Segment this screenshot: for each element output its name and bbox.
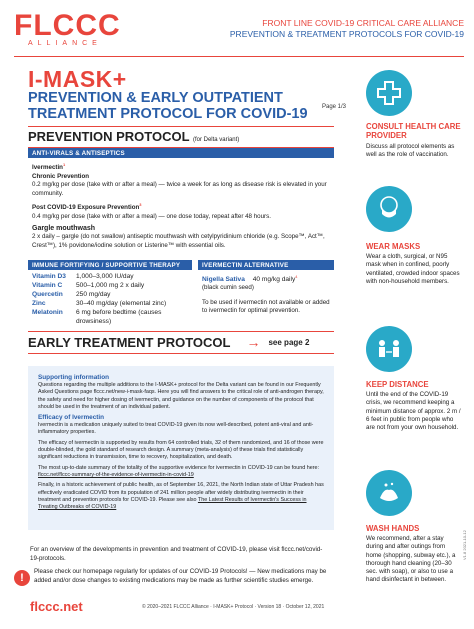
chronic-label: Chronic Prevention: [32, 172, 90, 180]
antivirals-block: [28, 148, 334, 253]
alternative-bar: IVERMECTIN ALTERNATIVE: [198, 260, 334, 270]
immune-bar: IMMUNE FORTIFYING / SUPPORTIVE THERAPY: [28, 260, 192, 270]
org-header: [230, 18, 464, 40]
early-heading: [28, 331, 334, 354]
wash-text: We recommend, after a stay during and after outings from home (shopping, subway etc.), a thorough hand cleaning (20–30 sec. with soap), or also to use a hand disinfectant in between.: [366, 535, 456, 584]
page-title: I-MASK+: [28, 66, 127, 92]
efficacy-p4: Finally, in a historic achievement of public health, as of September 16, 2021, the North Indian state of Uttar Pradesh has effectively eradicated COVID from its population of 241 million people after widely distributing ivermectin in their treatment and prevention protocols for COVID-19. Please see also The Latest Results of Ivermectin's Success in Treating Outbreaks of COVID-19: [38, 482, 324, 511]
immune-dose: 1,000–3,000 IU/day: [76, 273, 134, 280]
immune-dose: 500–1,000 mg 2 x daily: [76, 282, 145, 289]
immune-dose: 250 mg/day: [76, 291, 111, 298]
support-heading: Supporting information: [38, 374, 109, 381]
immune-list: [28, 270, 192, 328]
org-line-1: FRONT LINE COVID-19 CRITICAL CARE ALLIANCE: [262, 18, 464, 28]
prevention-title: PREVENTION PROTOCOL: [28, 129, 190, 144]
immune-row: [32, 272, 188, 281]
sidebar-item-consult: [366, 70, 462, 160]
logo-subtitle: ALLIANCE: [28, 40, 102, 47]
immune-row: [32, 308, 188, 326]
early-see-link[interactable]: see page 2: [268, 337, 310, 347]
distance-title: KEEP DISTANCE: [366, 380, 429, 389]
chronic-text: 0.2 mg/kg per dose (take with or after a meal) — twice a week for as long as disease risk is elevated in your community.: [32, 181, 327, 197]
immune-row: [32, 299, 188, 308]
immune-name: Zinc: [32, 300, 46, 307]
warning-icon: !: [14, 570, 30, 586]
immune-dose: 6 mg before bedtime (causes drowsiness): [76, 309, 162, 325]
alternative-block: [198, 260, 334, 318]
hand-wash-icon: [366, 470, 412, 516]
mask-icon: [366, 186, 412, 232]
medical-cross-icon: [366, 70, 412, 116]
alt-name: Nigella Sativa: [202, 276, 245, 284]
sidebar-item-distance: [366, 326, 462, 432]
prevention-note: (for Delta variant): [192, 137, 240, 143]
ivermectin-label: Ivermectin$^1$: [32, 162, 66, 172]
warning-text: Please check our homepage regularly for updates of our COVID-19 Protocols! — New medications may be added and/or dose changes to existing medications may be made as further scientific studies emerge.: [34, 568, 327, 584]
immune-name: Vitamin C: [32, 282, 63, 289]
efficacy-p2: The efficacy of ivermectin is supported by results from 64 controlled trials, 32 of them randomized, and 16 of those were double-blinded, the gold standard of research design. A summary (meta-analysis) of these trials find statistically significant reductions in transmission, time to recovery, hospitalization, and death.: [38, 439, 324, 461]
masks-title: WEAR MASKS: [366, 242, 421, 251]
footer-site[interactable]: flccc.net: [30, 599, 83, 614]
org-line-2: PREVENTION & TREATMENT PROTOCOLS FOR COVID-19: [229, 29, 464, 39]
efficacy-link-2[interactable]: The Latest Results of Ivermectin's Success in Treating Outbreaks of COVID-19: [38, 496, 307, 511]
immune-dose: 30–40 mg/day (elemental zinc): [76, 300, 167, 307]
efficacy-p3: The most up-to-date summary of the totality of the supportive evidence for ivermectin in COVID-19 can be found here: flccc.net/flccc-summary-of-the-evidence-of-ivermectin-in-covid-19: [38, 464, 320, 478]
gargle-text: 2 x daily – gargle (do not swallow) antiseptic mouthwash with cetylpyridinium chloride (e.g. Scope™, Act™, Crest™), 1% povidone/iodine solution or Listerine™ with essential oils.: [32, 233, 325, 249]
distance-icon: [366, 326, 412, 372]
page-subtitle: PREVENTION & EARLY OUTPATIENT TREATMENT PROTOCOL FOR COVID-19: [28, 90, 308, 122]
sidebar-item-wash: [366, 470, 462, 585]
page-number: Page 1/3: [322, 104, 347, 110]
immune-name: Vitamin D3: [32, 273, 66, 280]
sidebar-item-masks: [366, 186, 462, 286]
immune-block: [28, 260, 192, 328]
immune-name: Quercetin: [32, 291, 63, 298]
alt-dose: 40 mg/kg daily: [252, 276, 296, 284]
footer-copyright: © 2020–2021 FLCCC Alliance · I-MASK+ Protocol · Version 18 · October 12, 2021: [142, 604, 325, 610]
gargle-label: Gargle mouthwash: [32, 224, 96, 232]
alt-note: To be used if ivermectin not available or added to ivermectin for optimal prevention.: [202, 298, 330, 315]
consult-title: CONSULT HEALTH CARE PROVIDER: [366, 122, 461, 140]
postexp-label: Post COVID-19 Exposure Prevention$^3$: [32, 202, 142, 212]
logo: FLCCC: [14, 9, 121, 42]
efficacy-link[interactable]: flccc.net/flccc-summary-of-the-evidence-of-ivermectin-in-covid-19: [38, 471, 194, 478]
masks-text: Wear a cloth, surgical, or N95 mask when in confined, poorly ventilated, crowded indoor spaces with non-household members.: [366, 253, 460, 285]
arrow-right-icon: →: [246, 334, 261, 350]
alt-form: (black cumin seed): [202, 284, 254, 292]
overview-text: For an overview of the developments in prevention and treatment of COVID-19, please visit flccc.net/covid-19-protocols.: [30, 546, 323, 562]
immune-row: [32, 290, 188, 299]
wash-title: WASH HANDS: [366, 524, 420, 533]
notes-box: [28, 366, 334, 530]
immune-row: [32, 281, 188, 290]
efficacy-heading: Efficacy of Ivermectin: [38, 414, 105, 422]
efficacy-p1: Ivermectin is a medication uniquely suited to treat COVID-19 given its now well-described, potent anti-viral and anti-inflammatory properties.: [38, 422, 314, 436]
version-vertical: V1.8 2021-10-12: [462, 530, 467, 560]
immune-name: Melatonin: [32, 309, 63, 316]
postexp-text: 0.4 mg/kg per dose (take with or after a meal) — one dose today, repeat after 48 hours.: [32, 213, 271, 221]
alt-row: Nigella Sativa 40 mg/kg daily$^4$: [202, 274, 298, 284]
prevention-heading: [28, 126, 334, 148]
distance-text: Until the end of the COVID-19 crisis, we recommend keeping a minimum distance of approx. 2 m / 6 feet in public from people who are not from your own household.: [366, 391, 461, 432]
consult-text: Discuss all protocol elements as well as the role of vaccination.: [366, 143, 455, 159]
early-title: EARLY TREATMENT PROTOCOL: [28, 334, 231, 350]
antivirals-bar: ANTI-VIRALS & ANTISEPTICS: [28, 148, 334, 158]
support-text: Questions regarding the multiple additions to the I-MASK+ protocol for the Delta variant can be found in our Frequently Asked Questions page flccc.net/new-i-mask-faqs. Here you will find answers to the critical role of anti-androgen therapy, the safety and need for higher dosing of ivermectin, and guidance on the number of components of the protocol that should be used in the treatment of an individual patient.: [38, 382, 324, 410]
header-divider: [14, 56, 464, 57]
